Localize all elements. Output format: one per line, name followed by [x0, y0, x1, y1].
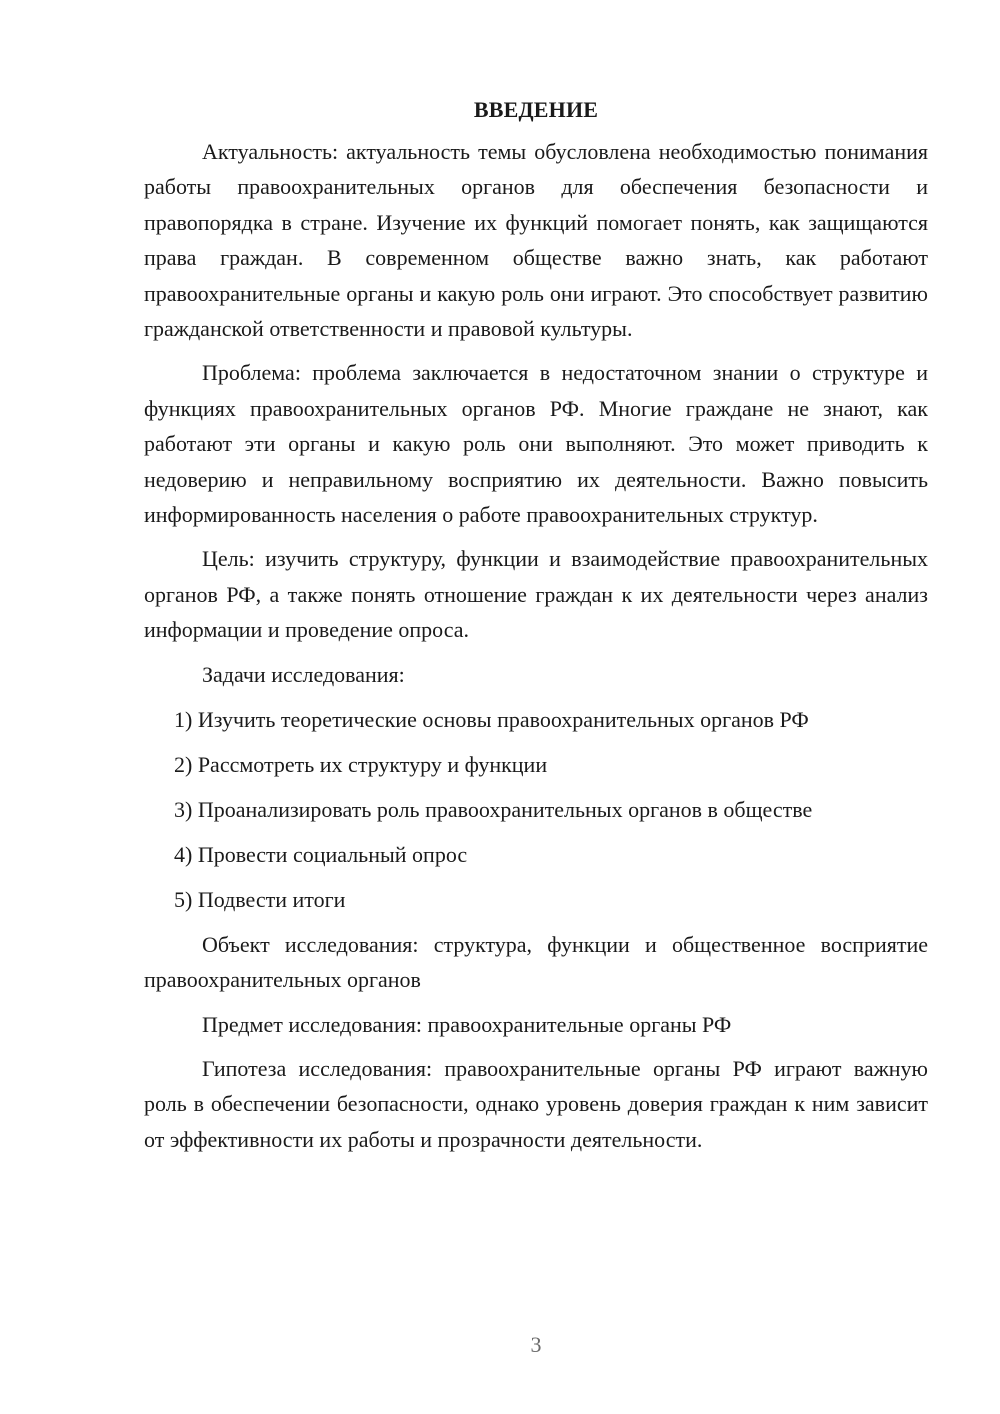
document-page: [144, 92, 928, 1166]
relevance-paragraph: Актуальность: актуальность темы обусловлена необходимостью понимания работы правоохранительных органов для обеспечения безопасности и правопорядка в стране. Изучение их функций помогает понять, как защищаются права граждан. В современном обществе важно знать, как работают правоохранительные органы и какую роль они играют. Это способствует развитию гражданской ответственности и правовой культуры.: [144, 139, 928, 342]
tasks-list: [144, 702, 928, 917]
problem-paragraph: Проблема: проблема заключается в недостаточном знании о структуре и функциях правоохранительных органов РФ. Многие граждане не знают, как работают эти органы и какую роль они выполняют. Это может приводить к недоверию и неправильному восприятию их деятельности. Важно повысить информированность населения о работе правоохранительных структур.: [144, 360, 928, 528]
page-number: 3: [530, 1332, 542, 1357]
document-title: ВВЕДЕНИЕ: [473, 97, 599, 122]
subject-paragraph: Предмет исследования: правоохранительные органы РФ: [202, 1011, 732, 1037]
tasks-heading: Задачи исследования:: [202, 661, 405, 687]
task-item-5: 5) Подвести итоги: [174, 886, 346, 912]
object-paragraph: Объект исследования: структура, функции и общественное восприятие правоохранительных органов: [144, 931, 928, 993]
goal-paragraph: Цель: изучить структуру, функции и взаимодействие правоохранительных органов РФ, а также понять отношение граждан к их деятельности через анализ информации и проведение опроса.: [144, 546, 928, 643]
task-item-1: 1) Изучить теоретические основы правоохранительных органов РФ: [174, 706, 809, 732]
task-item-3: 3) Проанализировать роль правоохранительных органов в обществе: [174, 796, 813, 822]
task-item-2: 2) Рассмотреть их структуру и функции: [174, 751, 548, 777]
task-item-4: 4) Провести социальный опрос: [174, 841, 468, 867]
hypothesis-paragraph: Гипотеза исследования: правоохранительные органы РФ играют важную роль в обеспечении безопасности, однако уровень доверия граждан к ним зависит от эффективности их работы и прозрачности деятельности.: [144, 1055, 928, 1152]
